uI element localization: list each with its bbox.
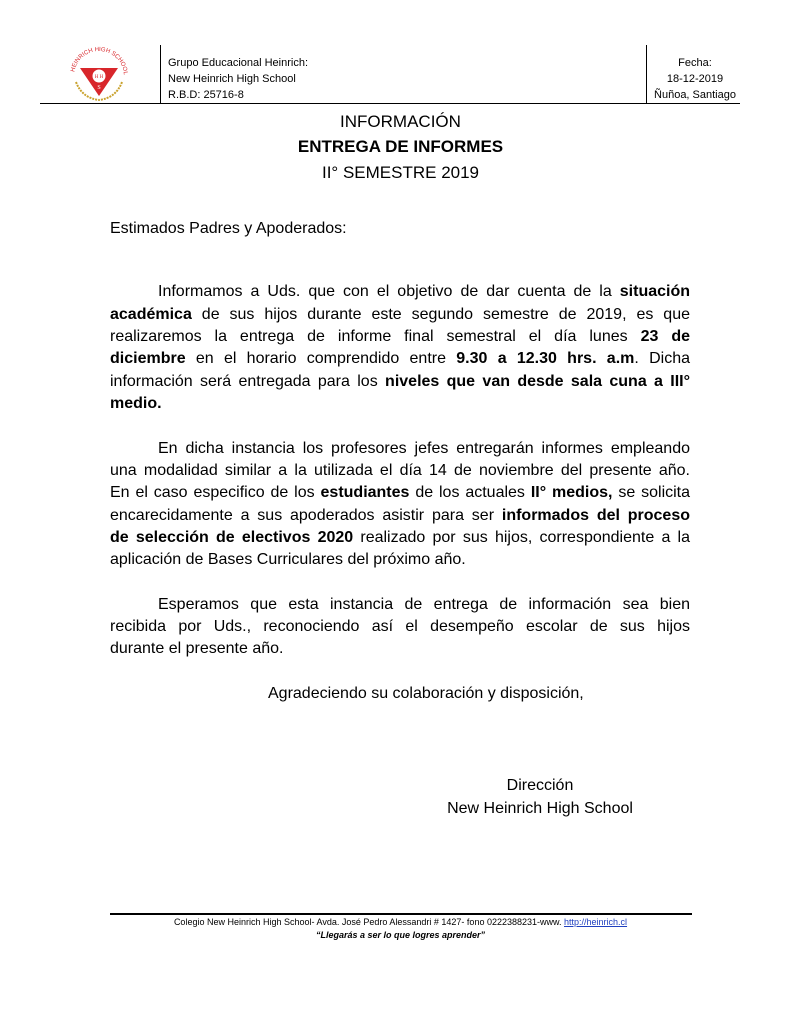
header-divider-left xyxy=(160,45,161,103)
signature-block xyxy=(430,774,650,820)
closing: Agradeciendo su colaboración y disposición, xyxy=(268,685,584,702)
p2-line-1: En dicha instancia los profesores jefes entregarán informes empleando xyxy=(158,440,690,457)
footer-rule xyxy=(110,913,692,915)
footer-website-link[interactable]: http://heinrich.cl xyxy=(564,917,628,927)
header-date-block xyxy=(648,55,742,103)
p1-line-2: académica de sus hijos durante este segundo semestre de 2019, es que xyxy=(110,306,690,323)
signature-title: Dirección xyxy=(506,777,574,794)
p2-line-5: de selección de electivos 2020 realizado por sus hijos, correspondiente a la xyxy=(110,529,690,546)
p1-line-6: medio. xyxy=(110,395,162,412)
p2-line-4: encarecidamente a sus apoderados asistir para ser informados del proceso xyxy=(110,507,691,524)
footer-address xyxy=(0,917,801,927)
title-line-3: II° SEMESTRE 2019 xyxy=(321,163,480,182)
title-line-2: ENTREGA DE INFORMES xyxy=(297,137,504,156)
p2-line-2: una modalidad similar a la utilizada el día 14 de noviembre del presente año. xyxy=(110,462,690,479)
header-rbd: R.B.D: 25716-8 xyxy=(168,89,244,101)
title-line-1: INFORMACIÓN xyxy=(340,112,461,131)
p1-line-4: diciembre en el horario comprendido entre 9.30 a 12.30 hrs. a.m. Dicha xyxy=(110,350,691,367)
logo-emblem xyxy=(66,46,132,104)
p1-line-1: Informamos a Uds. que con el objetivo de dar cuenta de la situación xyxy=(158,283,690,300)
p3-line-1: Esperamos que esta instancia de entrega de información sea bien xyxy=(158,596,690,613)
school-logo xyxy=(66,46,132,104)
p2-line-6: aplicación de Bases Curriculares del próximo año. xyxy=(110,551,466,568)
header-school: New Heinrich High School xyxy=(168,73,296,85)
header-date-label: Fecha: xyxy=(678,57,712,69)
footer-motto: “Llegarás a ser lo que logres aprender” xyxy=(315,930,486,940)
header-date: 18-12-2019 xyxy=(666,73,724,85)
p1-line-5: información será entregada para los niveles que van desde sala cuna a III° xyxy=(110,373,691,390)
header-divider-right xyxy=(646,45,647,103)
p3-line-3: durante el presente año. xyxy=(110,640,284,657)
logo-initial: S xyxy=(97,85,101,91)
logo-monogram: H H xyxy=(94,75,104,80)
header-place: Ñuñoa, Santiago xyxy=(654,89,736,101)
signature-name: New Heinrich High School xyxy=(447,800,633,817)
greeting: Estimados Padres y Apoderados: xyxy=(110,220,347,237)
footer-address-text: Colegio New Heinrich High School- Avda. José Pedro Alessandri # 1427- fono 0222388231-www. xyxy=(173,917,565,927)
header-rule xyxy=(40,103,740,104)
p3-line-2: recibida por Uds., reconociendo así el desempeño escolar de sus hijos xyxy=(110,618,690,635)
header-org-block xyxy=(168,55,308,103)
header-org: Grupo Educacional Heinrich: xyxy=(168,57,309,69)
p2-line-3: En el caso especifico de los estudiantes de los actuales II° medios, se solicita xyxy=(110,484,691,501)
p1-line-3: realizaremos la entrega de informe final semestral el día lunes 23 de xyxy=(110,328,690,345)
logo-arc-text: HEINRICH HIGH SCHOOL xyxy=(70,46,129,76)
